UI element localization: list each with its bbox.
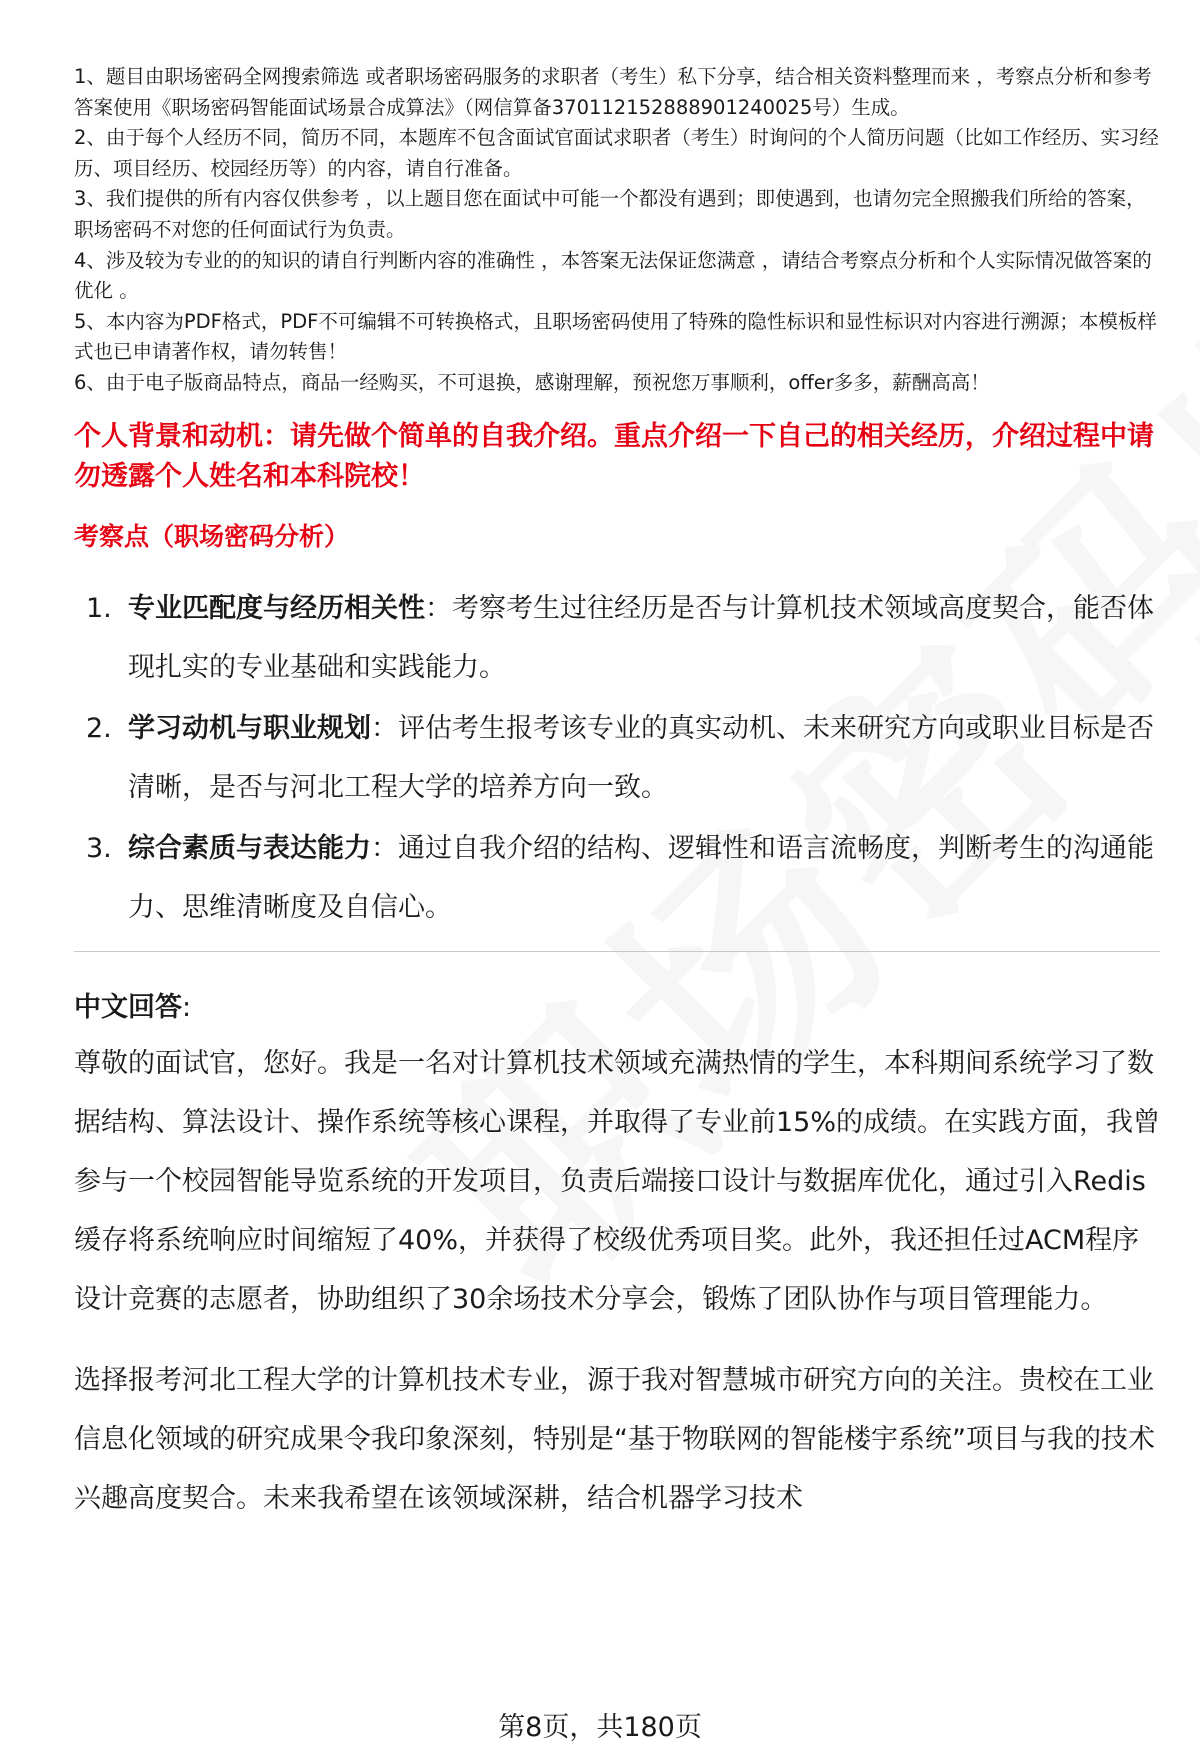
disclaimer-item: 6、由于电子版商品特点，商品一经购买，不可退换，感谢理解，预祝您万事顺利，offer多多，薪酬高高！ — [74, 370, 990, 394]
answer-body — [74, 1034, 1160, 1528]
point-number: 3. — [86, 832, 112, 864]
analysis-point — [74, 579, 1160, 697]
point-term: 学习动机与职业规划 — [128, 712, 371, 744]
interview-question: 个人背景和动机：请先做个简单的自我介绍。重点介绍一下自己的相关经历，介绍过程中请勿透露个人姓名和本科院校！ — [74, 420, 1154, 492]
disclaimer-item: 4、涉及较为专业的的知识的请自行判断内容的准确性 ，本答案无法保证您满意 ，请结合考察点分析和个人实际情况做答案的优化 。 — [74, 248, 1152, 303]
page-footer: 第8页，共180页 — [498, 1712, 702, 1743]
disclaimer-item: 1、题目由职场密码全网搜索筛选 或者职场密码服务的求职者（考生）私下分享，结合相关资料整理而来 ，考察点分析和参考答案使用《职场密码智能面试场景合成算法》（网信算备370112152888901240025号）生成。 — [74, 65, 1152, 119]
point-term: 专业匹配度与经历相关性 — [128, 592, 425, 624]
document-page — [74, 62, 1160, 1528]
point-separator: ： — [371, 832, 398, 864]
point-text: 考察考生过往经历是否与计算机技术领域高度契合，能否体现扎实的专业基础和实践能力。 — [128, 592, 1154, 683]
analysis-label: 考察点（职场密码分析） — [74, 521, 350, 551]
answer-heading — [74, 988, 1160, 1028]
point-text: 通过自我介绍的结构、逻辑性和语言流畅度，判断考生的沟通能力、思维清晰度及自信心。 — [128, 832, 1154, 923]
disclaimer-item: 2、由于每个人经历不同，简历不同，本题库不包含面试官面试求职者（考生）时询问的个人简历问题（比如工作经历、实习经历、项目经历、校园经历等）的内容，请自行准备。 — [74, 126, 1159, 180]
point-number: 1. — [86, 592, 112, 624]
disclaimer-block — [74, 62, 1160, 399]
answer-heading-colon: : — [182, 991, 192, 1023]
disclaimer-item: 5、本内容为PDF格式，PDF不可编辑不可转换格式，且职场密码使用了特殊的隐性标识和显性标识对内容进行溯源；本模板样式也已申请著作权，请勿转售！ — [74, 309, 1157, 364]
analysis-points — [74, 579, 1160, 937]
point-term: 综合素质与表达能力 — [128, 832, 371, 864]
answer-paragraph: 尊敬的面试官，您好。我是一名对计算机技术领域充满热情的学生，本科期间系统学习了数据结构、算法设计、操作系统等核心课程，并取得了专业前15%的成绩。在实践方面，我曾参与一个校园智能导览系统的开发项目，负责后端接口设计与数据库优化，通过引入Redis缓存将系统响应时间缩短了40%，并获得了校级优秀项目奖。此外，我还担任过ACM程序设计竞赛的志愿者，协助组织了30余场技术分享会，锻炼了团队协作与项目管理能力。 — [74, 1047, 1161, 1315]
answer-paragraph: 选择报考河北工程大学的计算机技术专业，源于我对智慧城市研究方向的关注。贵校在工业信息化领域的研究成果令我印象深刻，特别是“基于物联网的智能楼宇系统”项目与我的技术兴趣高度契合。未来我希望在该领域深耕，结合机器学习技术 — [74, 1364, 1155, 1514]
point-text: 评估考生报考该专业的真实动机、未来研究方向或职业目标是否清晰，是否与河北工程大学的培养方向一致。 — [128, 712, 1154, 803]
point-separator: ： — [425, 592, 452, 624]
analysis-point — [74, 819, 1160, 937]
point-number: 2. — [86, 712, 112, 744]
analysis-point — [74, 699, 1160, 817]
answer-heading-label: 中文回答 — [74, 991, 182, 1023]
point-separator: ： — [371, 712, 398, 744]
section-divider — [74, 951, 1160, 952]
disclaimer-item: 3、我们提供的所有内容仅供参考 ，以上题目您在面试中可能一个都没有遇到；即使遇到，也请勿完全照搬我们所给的答案，职场密码不对您的任何面试行为负责。 — [74, 187, 1146, 241]
